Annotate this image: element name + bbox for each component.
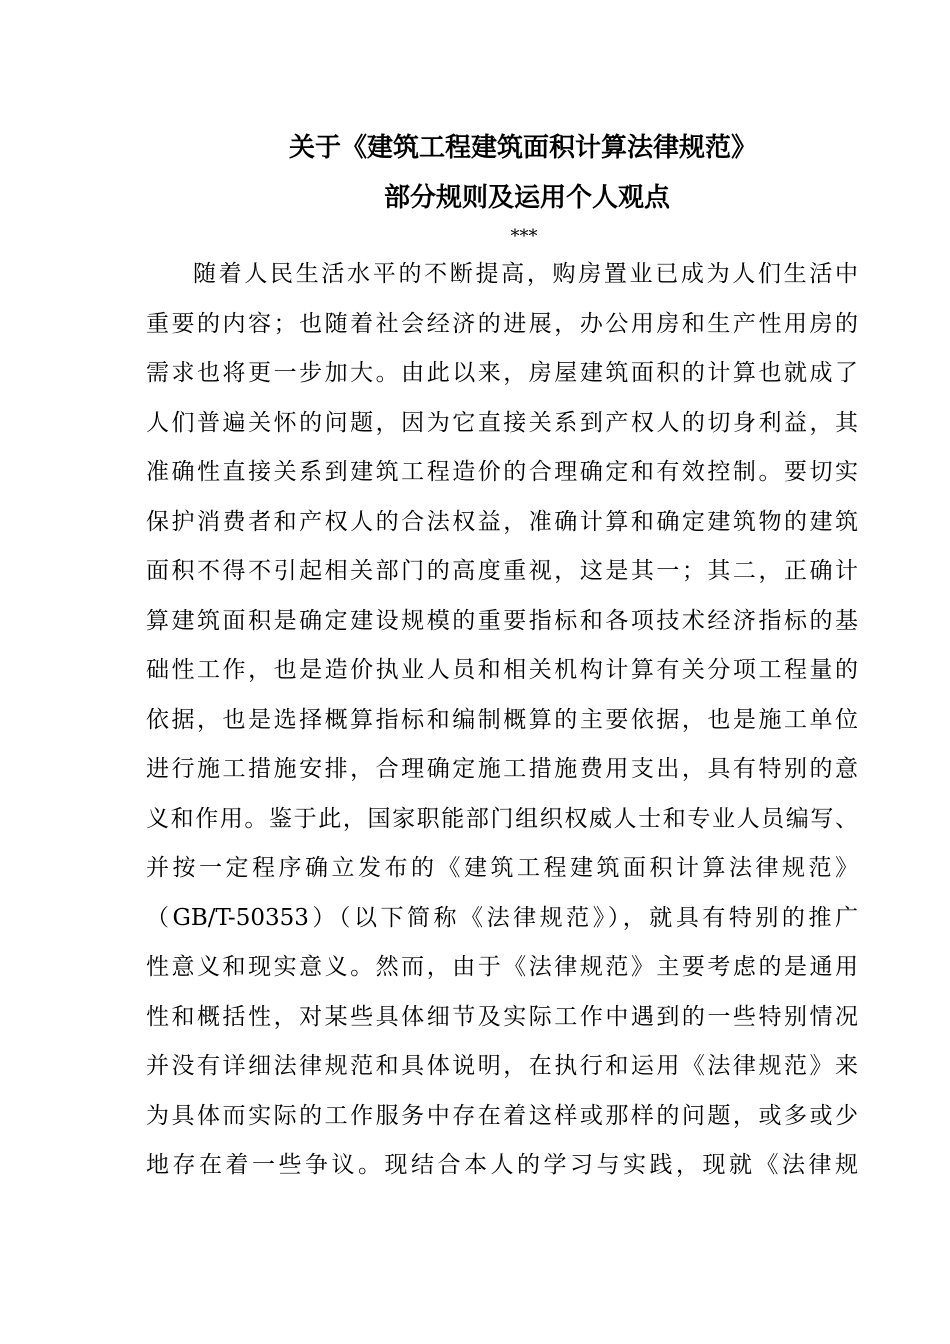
text-line: 并按一定程序确立发布的《建筑工程建筑面积计算法律规范》: [146, 855, 858, 881]
text-line: 需求也将更一步加大。由此以来，房屋建筑面积的计算也就成了: [146, 360, 858, 386]
text-line: 地存在着一些争议。现结合本人的学习与实践，现就《法律规: [146, 1152, 858, 1178]
text-line: 人们普遍关怀的问题，因为它直接关系到产权人的切身利益，其: [146, 409, 858, 436]
text-line: 性和概括性，对某些具体细节及实际工作中遇到的一些特别情况: [146, 1003, 858, 1030]
text-line: 性意义和现实意义。然而，由于《法律规范》主要考虑的是通用: [146, 954, 858, 980]
text-line: （GB/T-50353）（以下简称《法律规范》），就具有特别的推广: [146, 904, 858, 931]
text-line: 并没有详细法律规范和具体说明，在执行和运用《法律规范》来: [146, 1053, 858, 1079]
document-title-line-2: 部分规则及运用个人观点: [383, 183, 670, 213]
text-line: 算建筑面积是确定建设规模的重要指标和各项技术经济指标的基: [146, 607, 858, 634]
text-line: 进行施工措施安排，合理确定施工措施费用支出，具有特别的意: [146, 756, 858, 782]
text-line: 准确性直接关系到建筑工程造价的合理确定和有效控制。要切实: [146, 459, 858, 485]
text-line: 义和作用。鉴于此，国家职能部门组织权威人士和专业人员编写、: [146, 805, 858, 832]
body-paragraph: [146, 250, 858, 1191]
text-line: 础性工作，也是造价执业人员和相关机构计算有关分项工程量的: [146, 657, 858, 683]
text-line: 保护消费者和产权人的合法权益，准确计算和确定建筑物的建筑: [146, 508, 858, 535]
text-line: 依据，也是选择概算指标和编制概算的主要依据，也是施工单位: [146, 706, 858, 733]
text-line: 面积不得不引起相关部门的高度重视，这是其一；其二，正确计: [146, 558, 858, 584]
separator: ***: [510, 226, 538, 247]
text-line: 重要的内容；也随着社会经济的进展，办公用房和生产性用房的: [146, 310, 858, 337]
text-line: 为具体而实际的工作服务中存在着这样或那样的问题，或多或少: [146, 1102, 858, 1129]
document-title-line-1: 关于《建筑工程建筑面积计算法律规范》: [288, 133, 757, 163]
text-line: 随着人民生活水平的不断提高，购房置业已成为人们生活中: [193, 261, 858, 287]
